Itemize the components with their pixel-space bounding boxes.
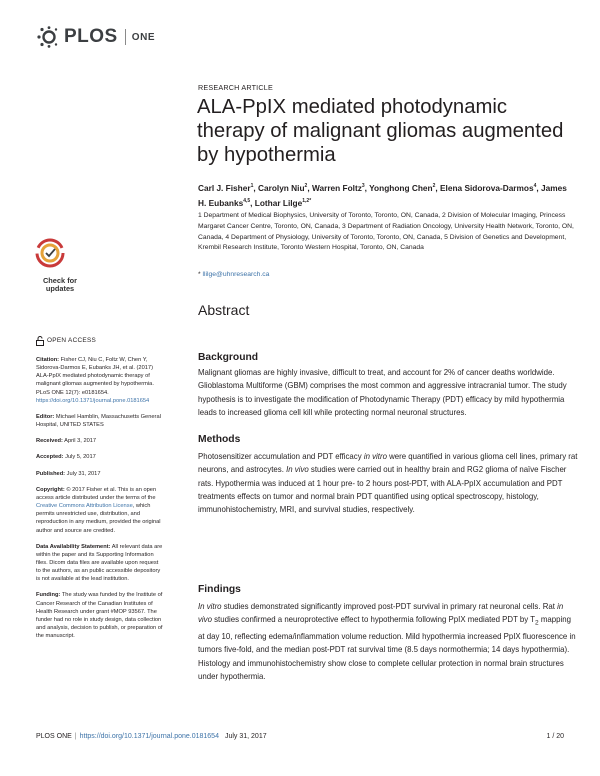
- author[interactable]: Carolyn Niu$^2$: [257, 182, 308, 193]
- received-date: Received: April 3, 2017: [36, 438, 97, 445]
- author-list: Carl J. Fisher$^1$, Carolyn Niu$^2$, Warren Foltz$^3$, Yonghong Chen$^2$, Elena Sidorova-Darmos$^4$, James H. Eubanks$^{4,5}$, Lothar Lilge$^{1,2*}$: [198, 182, 567, 208]
- background-heading: Background: [198, 352, 259, 363]
- author[interactable]: James H. Eubanks$^{4,5}$: [198, 182, 567, 208]
- citation-doi-link[interactable]: https://doi.org/10.1371/journal.pone.0181654: [36, 397, 150, 404]
- background-text: Malignant gliomas are highly invasive, difficult to treat, and account for 2% of cancer deaths worldwide. Glioblastoma Multiforme (GBM) comprises the most common and aggressive intracranial tumor. The study hypothesis is to investigate the modification of Photodynamic Therapy (PDT) efficacy by mild hypothermia leads to increased glioma cell kill while protecting normal neuronal structures.: [198, 368, 567, 417]
- check-for-updates-icon: [34, 237, 66, 269]
- plos-one-logo[interactable]: [36, 26, 155, 48]
- footer-doi-link[interactable]: https://doi.org/10.1371/journal.pone.0181654: [79, 733, 219, 740]
- affiliations: 1 Department of Medical Biophysics, University of Toronto, Toronto, ON, Canada, 2 Division of Molecular Imaging, Princess Margaret Cancer Centre, Toronto, ON, Canada, 3 Department of Radiation Oncology, University Health Network, Toronto, ON, Canada, 4 Department of Physiology, University of Toronto, Toronto, ON, Canada, 5 Division of Genetics and Development, Krembil Research Institute, Toronto Western Hospital, Toronto, ON, Canada: [198, 212, 574, 252]
- methods-heading: Methods: [198, 434, 241, 445]
- editor: Editor: Michael Hamblin, Massachusetts General Hospital, UNITED STATES: [36, 413, 161, 429]
- funding: Funding: The study was funded by the Institute of Cancer Research of the Canadian Institutes of Health Research under grant #MOP 93567. The funder had no role in study design, data collection and analysis, decision to publish, or preparation of the manuscript.: [36, 592, 163, 640]
- footer-date: July 31, 2017: [224, 733, 267, 740]
- page-footer: [36, 733, 564, 740]
- accepted-date: Accepted: July 5, 2017: [36, 454, 96, 461]
- published-date: Published: July 31, 2017: [36, 470, 101, 477]
- article-type: RESEARCH ARTICLE: [198, 83, 273, 92]
- author[interactable]: Yonghong Chen$^2$: [369, 182, 436, 193]
- badge-label: Check for updates: [42, 276, 78, 294]
- footer-journal: PLOS ONE: [36, 733, 72, 740]
- logo-text: PLOS: [64, 26, 118, 47]
- license-link[interactable]: Creative Commons Attribution License: [36, 503, 133, 510]
- journal-name: ONE: [131, 31, 156, 43]
- check-for-updates-badge[interactable]: [34, 237, 86, 293]
- plos-logo-icon: [36, 26, 62, 48]
- corresponding-email-link[interactable]: llilge@uhnresearch.ca: [202, 271, 270, 278]
- author[interactable]: Lothar Lilge$^{1,2*}$: [254, 197, 312, 208]
- page-number: 1 / 20: [546, 733, 564, 740]
- article-info-sidebar: [36, 336, 164, 648]
- data-availability: Data Availability Statement: All relevant data are within the paper and its Supporting Information files. Dicom data files are available upon request to the authors, as an public accessible depository is not available at the lead institution.: [36, 543, 163, 583]
- methods-text: Photosensitizer accumulation and PDT efficacy in vitro were quantified in various glioma cell lines, primary rat neurons, and astrocytes. In vivo studies were carried out in healthy brain and RG2 glioma of naïve Fischer rats. Hypothermia was induced at 1 hour pre- to 2 hours post-PDT, with ALA-PpIX accumulation and PDT treatments effects on tumor and normal brain PDT quantified using optical spectroscopy, histology, immunohistochemistry, MRI, and survival studies, respectively.: [198, 452, 578, 515]
- findings-heading: Findings: [198, 584, 241, 595]
- open-lock-icon: [36, 336, 44, 346]
- footer-separator: |: [74, 733, 77, 740]
- findings-text: In vitro studies demonstrated significantly improved post-PDT survival in primary rat neuronal cells. Rat in vivo studies confirmed a neuroprotective effect to hypothermia following PpIX mediated PDT by $T_2$ mapping at day 10, reflecting edema/inflammation volume reduction. Mild hypothermia increased PpIX fluorescence in tumors five-fold, and the median post-PDT rat survival time (8.5 days normothermia; 14 days hypothermia). Histology and immunohistochemistry show close to complete cellular protection in normal brain structures under hypothermia.: [198, 602, 576, 682]
- abstract-heading: Abstract: [198, 302, 250, 318]
- author[interactable]: Elena Sidorova-Darmos$^4$: [440, 182, 537, 193]
- article-title: ALA-PpIX mediated photodynamic therapy of malignant gliomas augmented by hypothermia: [197, 96, 564, 166]
- author[interactable]: Warren Foltz$^3$: [311, 182, 365, 193]
- citation: Citation: Fisher CJ, Niu C, Foltz W, Chen Y, Sidorova-Darmos E, Eubanks JH, et al. (2017) ALA-PpIX mediated photodynamic therapy of malignant gliomas augmented by hypothermia. PLoS ONE 12(7): e0181654. https://doi.org/10.1371/journal.pone.0181654: [36, 357, 154, 404]
- author[interactable]: Carl J. Fisher$^1$: [198, 182, 254, 193]
- open-access-label: OPEN ACCESS: [36, 336, 164, 346]
- copyright: Copyright: © 2017 Fisher et al. This is an open access article distributed under the terms of the Creative Commons Attribution License, which permits unrestricted use, distribution, and reproduction in any medium, provided the original author and source are credited.: [36, 486, 161, 534]
- corresponding-author: [198, 271, 269, 278]
- corresponding-mark: *: [198, 271, 201, 278]
- logo-divider: [125, 29, 126, 45]
